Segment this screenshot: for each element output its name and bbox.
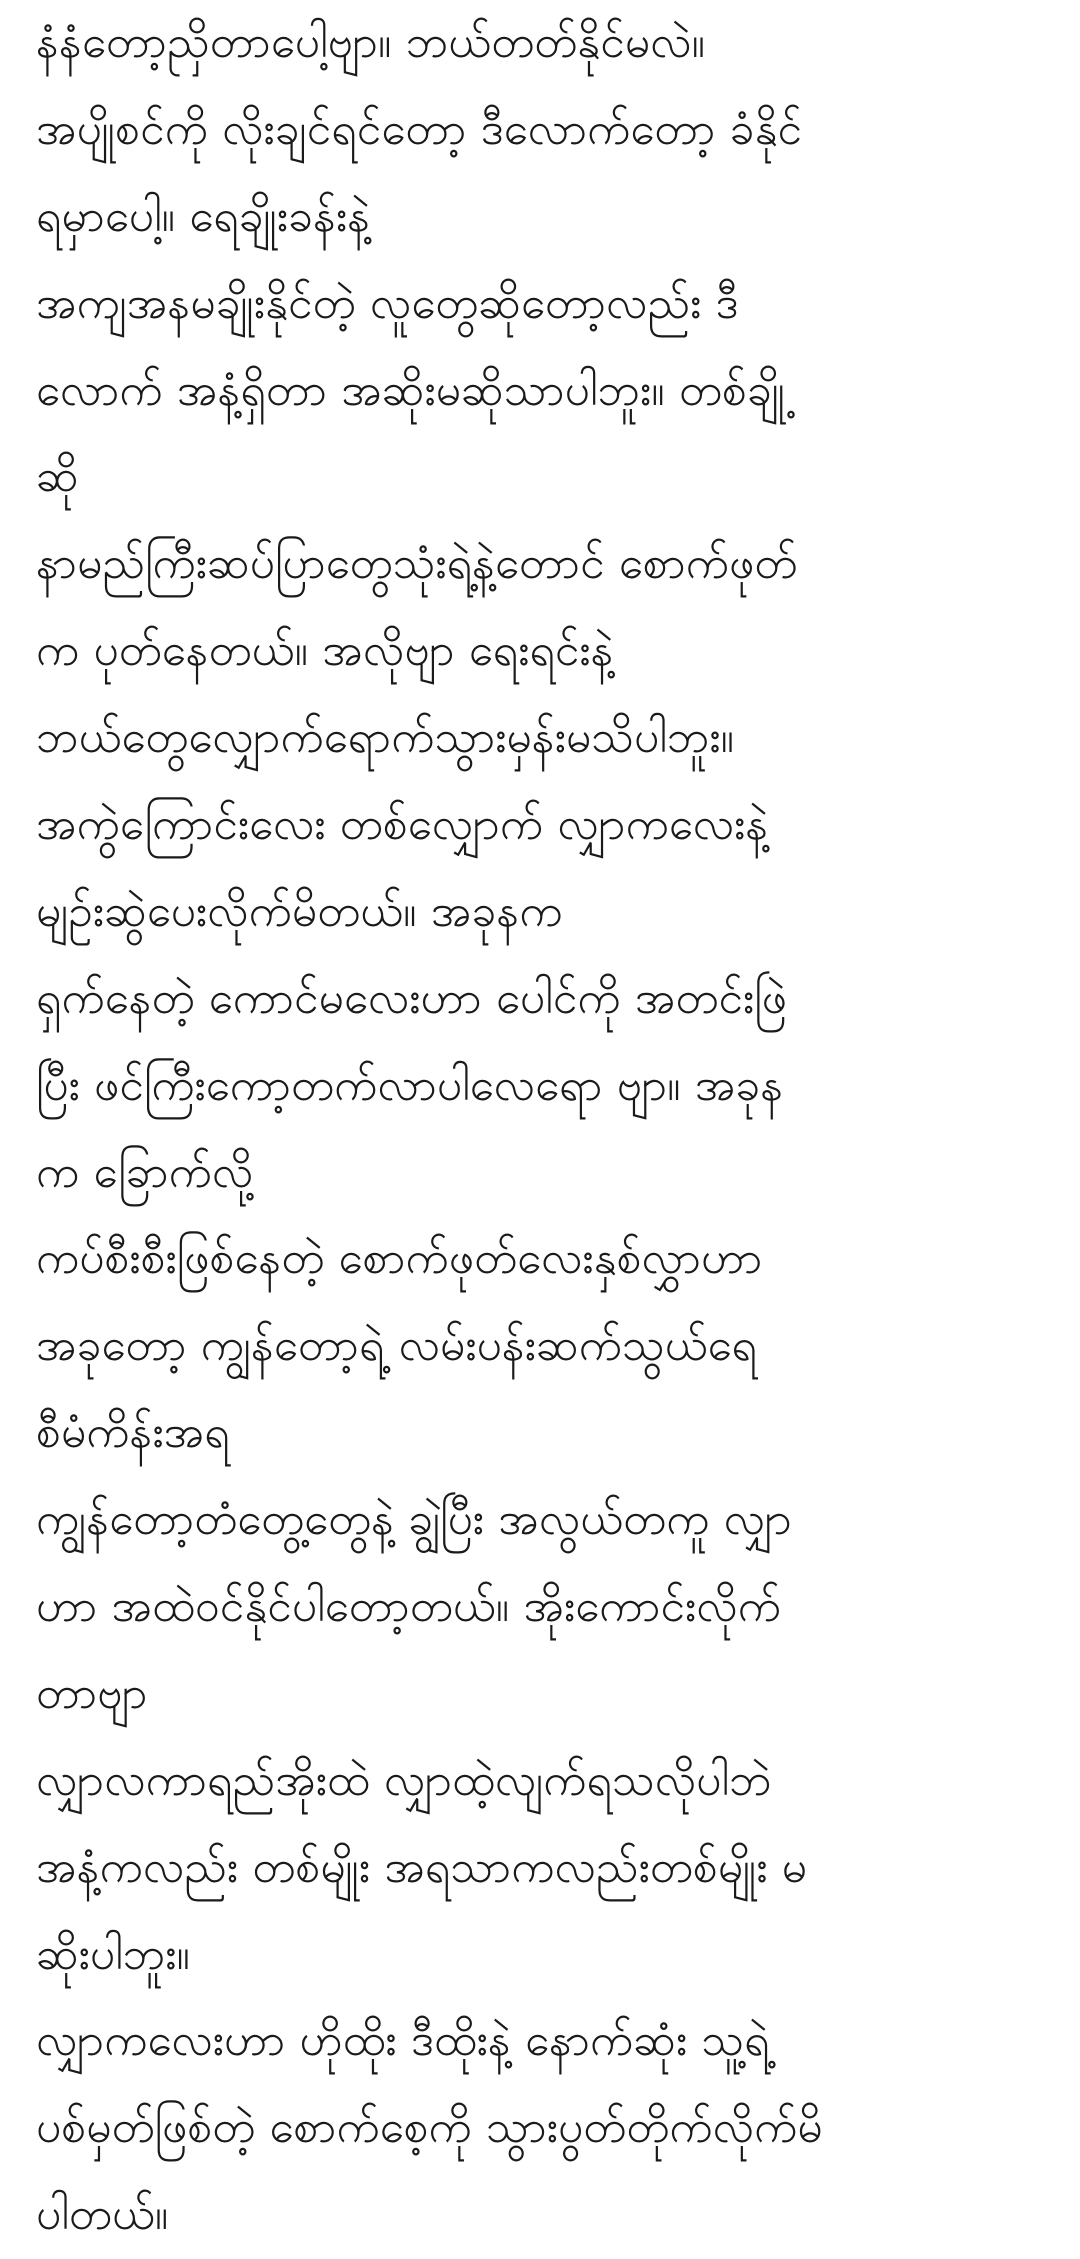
- text-line: ကပ်စီးစီးဖြစ်နေတဲ့ စောက်ဖုတ်လေးနှစ်လွှာဟာ: [36, 1233, 763, 1285]
- text-line: ပြီး ဖင်ကြီးကော့တက်လာပါလေရော ဗျာ။ အခုန: [36, 1059, 784, 1111]
- text-line: တာဗျာ: [36, 1667, 148, 1719]
- text-line: ဘယ်တွေလျှောက်ရောက်သွားမှန်းမသိပါဘူး။: [36, 712, 735, 764]
- text-line: ပစ်မှတ်ဖြစ်တဲ့ စောက်စေ့ကို သွားပွတ်တိုက်လိုက်မိ: [36, 2102, 823, 2154]
- text-line: လျှာကလေးဟာ ဟိုထိုး ဒီထိုးနဲ့ နောက်ဆုံး သူ့ရဲ့: [36, 2015, 770, 2067]
- text-line: စီမံကိန်းအရ: [36, 1407, 230, 1459]
- text-line: အနံ့ကလည်း တစ်မျိုး အရသာကလည်းတစ်မျိုး မ: [36, 1841, 808, 1893]
- text-line: ဆိုးပါဘူး။: [36, 1928, 191, 1980]
- text-line: ကျွန်တော့တံတွေ့တွေနဲ့ ချွဲပြီး အလွယ်တကူ လျှာ: [36, 1494, 792, 1546]
- text-line: အပျိုစင်ကို လိုးချင်ရင်တော့ ဒီလောက်တော့ ခံနိုင်: [36, 103, 803, 155]
- text-line: ရမှာပေါ့။ ရေချိုးခန်းနဲ့: [36, 190, 371, 242]
- text-line: က ပုတ်နေတယ်။ အလိုဗျာ ရေးရင်းနဲ့: [36, 625, 614, 677]
- text-line: မျဉ်းဆွဲပေးလိုက်မိတယ်။ အခုနက: [36, 885, 563, 937]
- text-line: အကွဲကြောင်းလေး တစ်လျှောက် လျှာကလေးနဲ့: [36, 799, 769, 851]
- text-line: က ခြောက်လို့: [36, 1146, 254, 1198]
- text-line: နာမည်ကြီးဆပ်ပြာတွေသုံးရဲ့နဲ့တောင် စောက်ဖုတ်: [36, 538, 798, 590]
- text-line: ပါတယ်။: [36, 2189, 169, 2241]
- article-body: [36, 0, 1056, 2241]
- text-line: ဆို: [36, 451, 79, 503]
- text-line: အကျအနမချိုးနိုင်တဲ့ လူတွေဆိုတော့လည်း ဒီ: [36, 277, 739, 329]
- text-line: လျှာလကာရည်အိုးထဲ လျှာထဲ့လျက်ရသလိုပါဘဲ: [36, 1754, 772, 1806]
- text-line: ရှက်နေတဲ့ ကောင်မလေးဟာ ပေါင်ကို အတင်းဖြဲ: [36, 972, 788, 1024]
- text-line: လောက် အနံ့ရှိတာ အဆိုးမဆိုသာပါဘူး။ တစ်ချို့: [36, 364, 786, 416]
- text-line: ဟာ အထဲဝင်နိုင်ပါတော့တယ်။ အိုးကောင်းလိုက်: [36, 1581, 781, 1633]
- text-line: နံနံတော့ညှိတာပေါ့ဗျာ။ ဘယ်တတ်နိုင်မလဲ။: [36, 17, 706, 68]
- text-line: အခုတော့ ကျွန်တော့ရဲ့ လမ်းပန်းဆက်သွယ်ရေ: [36, 1320, 758, 1372]
